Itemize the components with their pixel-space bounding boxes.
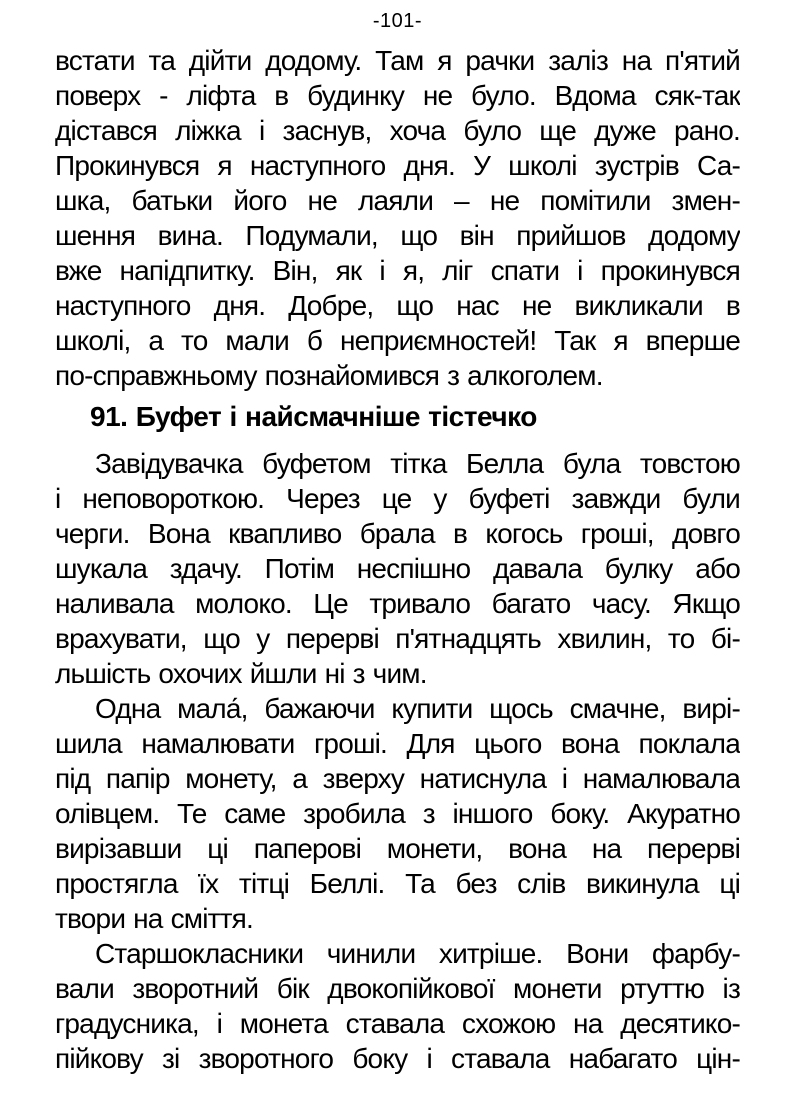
paragraph <box>55 936 740 1076</box>
text-line: поверх - ліфта в будинку не було. Вдома сяк-так <box>55 80 740 111</box>
text-line: встати та дійти додому. Там я рачки заліз на п'ятий <box>55 45 740 76</box>
text-line: дістався ліжка і заснув, хоча було ще дуже рано. <box>55 115 740 146</box>
paragraph <box>55 691 740 936</box>
section-heading: 91. Буфет і найсмачніше тістечко <box>90 401 537 432</box>
text-line: Одна мала́, бажаючи купити щось смачне, вирі- <box>95 693 740 724</box>
text-line: вже напідпитку. Він, як і я, ліг спати і прокинувся <box>55 255 740 286</box>
text-line: Старшокласники чинили хитріше. Вони фарбу- <box>95 938 740 969</box>
text-line: шення вина. Подумали, що він прийшов додому <box>55 220 740 251</box>
text-line: школі, а то мали б неприємностей! Так я вперше <box>55 325 740 356</box>
text-line: олівцем. Те саме зробила з іншого боку. Акуратно <box>55 798 740 829</box>
text-line: твори на сміття. <box>55 903 254 934</box>
text-line: наступного дня. Добре, що нас не викликали в <box>55 290 740 321</box>
text-line: наливала молоко. Це тривало багато часу. Якщо <box>55 588 740 619</box>
text-line: пійкову зі зворотного боку і ставала набагато цін- <box>55 1043 740 1074</box>
page-number: -101- <box>372 10 423 32</box>
text-line: вирізавши ці паперові монети, вона на перерві <box>55 833 740 864</box>
text-line: вали зворотний бік двокопійкової монети ртуттю із <box>55 973 740 1004</box>
text-line: шукала здачу. Потім неспішно давала булку або <box>55 553 740 584</box>
paragraph <box>55 446 740 691</box>
text-line: по-справжньому познайомився з алкоголем. <box>55 360 603 391</box>
text-line: черги. Вона квапливо брала в когось гроші, довго <box>55 518 740 549</box>
text-line: врахувати, що у перерві п'ятнадцять хвилин, то бі- <box>55 623 740 654</box>
text-line: простягла їх тітці Беллі. Та без слів викинула ці <box>55 868 740 899</box>
text-line: Завідувачка буфетом тітка Белла була товстою <box>95 448 740 479</box>
text-line: градусника, і монета ставала схожою на десятико- <box>55 1008 740 1039</box>
text-line: Прокинувся я наступного дня. У школі зустрів Са- <box>55 150 740 181</box>
text-line: шка, батьки його не лаяли – не помітили змен- <box>55 185 740 216</box>
text-line: шила намалювати гроші. Для цього вона поклала <box>55 728 740 759</box>
text-line: льшість охочих йшли ні з чим. <box>55 658 427 689</box>
text-line: під папір монету, а зверху натиснула і намалювала <box>55 763 740 794</box>
page-text-block <box>55 43 740 1076</box>
paragraph <box>55 43 740 393</box>
text-line: і неповороткою. Через це у буфеті завжди були <box>55 483 740 514</box>
